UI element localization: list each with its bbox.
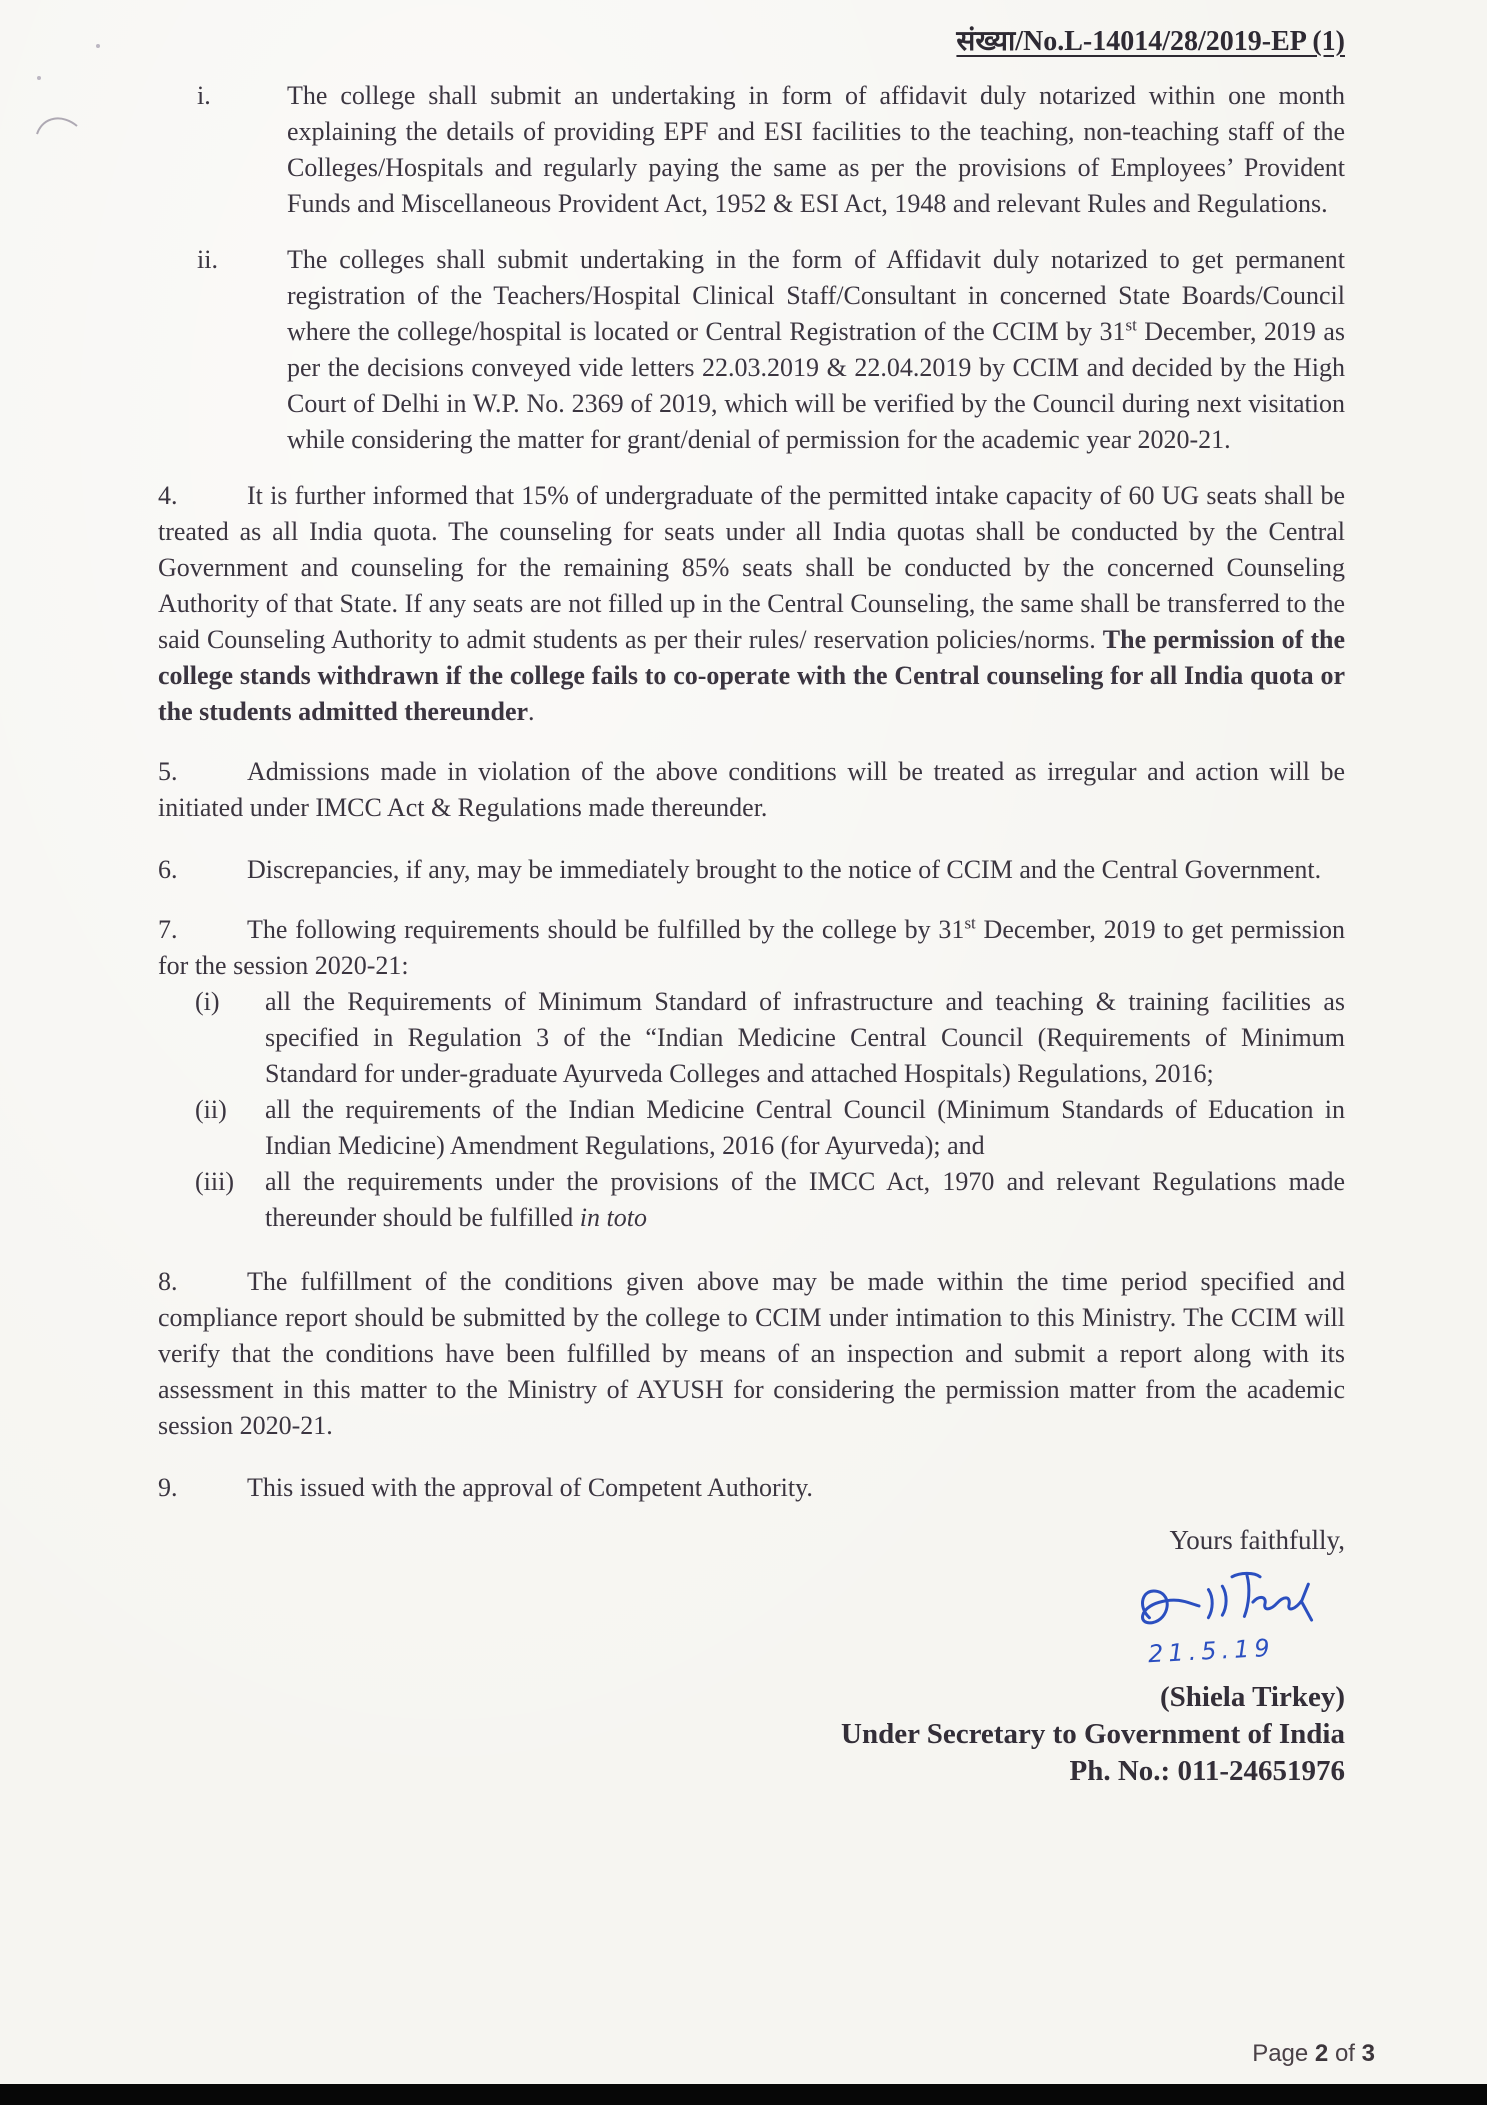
list-marker: ii. <box>197 245 218 274</box>
signatory-phone: Ph. No.: 011-24651976 <box>1069 1755 1345 1787</box>
paragraph-text: Discrepancies, if any, may be immediately brought to the notice of CCIM and the Central Government. <box>247 855 1322 884</box>
list-item-text: all the Requirements of Minimum Standard of infrastructure and teaching & training facilities as specified in Regulation 3 of the “Indian Medicine Central Council (Requirements of Minimum Standard for under-graduate Ayurveda Colleges and attached Hospitals) Regulations, 2016; <box>265 987 1345 1088</box>
paragraph-text: December, 2019 to get permission for the session 2020-21: <box>158 915 1346 980</box>
text-segment: all the requirements under the provisions of the IMCC Act, 1970 and relevant Regulations made thereunder should be fulfilled <box>265 1167 1345 1232</box>
sub-list-item-i <box>195 984 1345 1092</box>
latin-phrase: in toto <box>579 1203 647 1232</box>
paragraph-text: The fulfillment of the conditions given above may be made within the time period specified and compliance report should be submitted by the college to CCIM under intimation to this Ministry. The CCIM will verify that the conditions have been fulfilled by means of an inspection and submit a report along with its assessment in this matter to the Ministry of AYUSH for considering the permission matter from the academic session 2020-21. <box>158 1267 1345 1440</box>
page-current: 2 <box>1314 2040 1329 2067</box>
paragraph-number: 4. <box>158 481 178 510</box>
paragraph-4 <box>158 478 1345 730</box>
list-item-i <box>197 78 1345 222</box>
page-label: Page <box>1252 2040 1309 2067</box>
paragraph-9 <box>158 1470 1345 1506</box>
sub-list-item-iii <box>195 1164 1345 1236</box>
list-item-ii <box>197 242 1345 458</box>
paragraph-text: The following requirements should be fulfilled by the college by 31 <box>247 915 965 944</box>
paragraph-text: This issued with the approval of Competent Authority. <box>247 1473 813 1502</box>
list-item-text <box>287 242 1345 458</box>
paragraph-number: 8. <box>158 1267 178 1296</box>
valediction: Yours faithfully, <box>1169 1525 1345 1555</box>
paragraph-number: 6. <box>158 855 178 884</box>
scan-edge-bar <box>0 2084 1487 2105</box>
signature-area <box>158 1569 1327 1669</box>
paragraph-number: 5. <box>158 757 178 786</box>
superscript-ordinal: st <box>964 913 976 933</box>
list-item-text <box>265 1164 1345 1236</box>
sub-list-item-ii <box>195 1092 1345 1164</box>
list-marker: (ii) <box>195 1095 227 1124</box>
paragraph-text-tail: . <box>528 697 535 726</box>
paragraph-7 <box>158 912 1345 984</box>
list-marker: (i) <box>195 987 220 1016</box>
page-indicator <box>1252 2040 1375 2068</box>
signature-image <box>1126 1566 1328 1645</box>
list-marker: i. <box>197 81 211 110</box>
signatory-name: (Shiela Tirkey) <box>1159 1681 1345 1713</box>
signature-date: 21.5.19 <box>1147 1633 1276 1669</box>
paragraph-text: It is further informed that 15% of undergraduate of the permitted intake capacity of 60 UG seats shall be treated as all India quota. The counseling for seats under all India quotas shall be conducted by the Central Government and counseling for the remaining 85% seats shall be conducted by the concerned Counseling Authority of that State. If any seats are not filled up in the Central Counseling, the same shall be transferred to the said Counseling Authority to admit students as per their rules/ reservation policies/norms. <box>158 481 1345 654</box>
paragraph-bold-text: The permission of the college stands withdrawn if the college fails to co-operate with the Central counseling for all India quota or the students admitted thereunder <box>158 625 1345 726</box>
signatory-title: Under Secretary to Government of India <box>841 1718 1345 1750</box>
page-total: 3 <box>1361 2040 1375 2067</box>
of-label: of <box>1334 2040 1355 2067</box>
paragraph-5 <box>158 754 1345 826</box>
paragraph-8 <box>158 1264 1345 1444</box>
list-item-text: The college shall submit an undertaking in form of affidavit duly notarized within one month explaining the details of providing EPF and ESI facilities to the teaching, non-teaching staff of the Colleges/Hospitals and regularly paying the same as per the provisions of Employees’ Provident Funds and Miscellaneous Provident Act, 1952 & ESI Act, 1948 and relevant Rules and Regulations. <box>287 81 1345 218</box>
paragraph-6 <box>158 852 1345 888</box>
paragraph-text: Admissions made in violation of the above conditions will be treated as irregular and action will be initiated under IMCC Act & Regulations made thereunder. <box>158 757 1345 822</box>
list-marker: (iii) <box>195 1167 234 1196</box>
text-segment: The colleges shall submit undertaking in the form of Affidavit duly notarized to get permanent registration of the Teachers/Hospital Clinical Staff/Consultant in concerned State Boards/Council where the college/hospital is located or Central Registration of the CCIM by 31 <box>287 245 1345 346</box>
text-segment: December, 2019 as per the decisions conveyed vide letters 22.03.2019 & 22.04.2019 by CCIM and decided by the High Court of Delhi in W.P. No. 2369 of 2019, which will be verified by the Council during next visitation while considering the matter for grant/denial of permission for the academic year 2020-21. <box>287 317 1345 454</box>
paragraph-number: 9. <box>158 1473 178 1502</box>
reference-number: संख्या/No.L-14014/28/2019-EP (1) <box>956 26 1345 57</box>
paragraph-number: 7. <box>158 915 178 944</box>
list-item-text: all the requirements of the Indian Medicine Central Council (Minimum Standards of Education in Indian Medicine) Amendment Regulations, 2016 (for Ayurveda); and <box>265 1095 1345 1160</box>
superscript-ordinal: st <box>1125 315 1137 335</box>
signature-block <box>158 1679 1345 1790</box>
